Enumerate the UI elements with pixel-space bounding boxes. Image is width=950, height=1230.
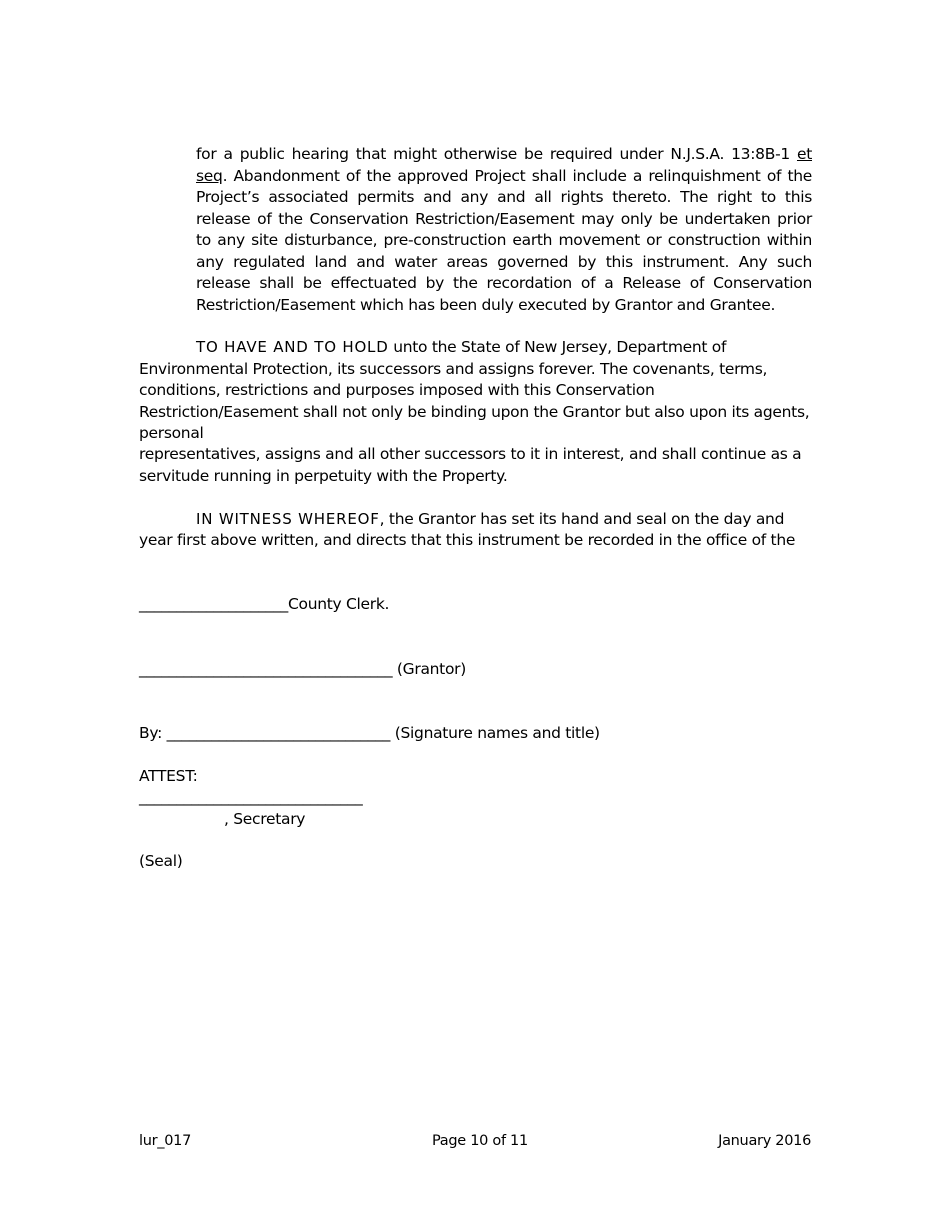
habendum-line: conditions, restrictions and purposes imposed with this Conservation	[139, 381, 655, 399]
county-clerk-line: ____________________County Clerk.	[139, 595, 390, 613]
witness-line: year first above written, and directs that this instrument be recorded in the office of the	[139, 531, 796, 549]
witness-line: IN WITNESS WHEREOF, the Grantor has set its hand and seal on the day and	[196, 510, 785, 528]
et-term: et	[796, 145, 812, 163]
footer-page-number: Page 10 of 11	[432, 1133, 528, 1149]
by-signature-line: By: ______________________________ (Signature names and title)	[139, 724, 600, 742]
release-text-start: for a public hearing that might otherwise be required under N.J.S.A. 13:8B-1	[196, 145, 797, 163]
footer-date: January 2016	[718, 1133, 811, 1149]
habendum-line: servitude running in perpetuity with the Property.	[139, 467, 508, 485]
habendum-line: representatives, assigns and all other successors to it in interest, and shall continue as a	[139, 445, 802, 463]
release-paragraph	[196, 144, 812, 316]
seq-term: seq	[196, 166, 223, 185]
habendum-line: Restriction/Easement shall not only be binding upon the Grantor but also upon its agents,	[139, 403, 810, 421]
habendum-lead: TO HAVE AND TO HOLD	[196, 338, 389, 356]
habendum-line: Environmental Protection, its successors and assigns forever. The covenants, terms,	[139, 360, 768, 378]
secretary-label: , Secretary	[224, 810, 306, 828]
attest-signature-line: ______________________________	[139, 788, 363, 806]
footer-doc-id: lur_017	[139, 1133, 192, 1149]
habendum-line: personal	[139, 424, 204, 442]
grantor-signature-line: __________________________________ (Grantor)	[139, 660, 466, 678]
release-text-rest: . Abandonment of the approved Project shall include a relinquishment of the Project’s associated permits and any and all rights thereto. The right to this release of the Conservation Restriction/Easement may only be undertaken prior to any site disturbance, pre-construction earth movement or construction within any regulated land and water areas governed by this instrument. Any such release shall be effectuated by the recordation of a Release of Conservation Restriction/Easement which has been duly executed by Grantor and Grantee.	[196, 166, 812, 314]
witness-lead: IN WITNESS WHEREOF	[196, 510, 380, 528]
seal-label: (Seal)	[139, 852, 183, 870]
attest-label: ATTEST:	[139, 767, 198, 785]
habendum-line: TO HAVE AND TO HOLD unto the State of New Jersey, Department of	[196, 338, 727, 356]
